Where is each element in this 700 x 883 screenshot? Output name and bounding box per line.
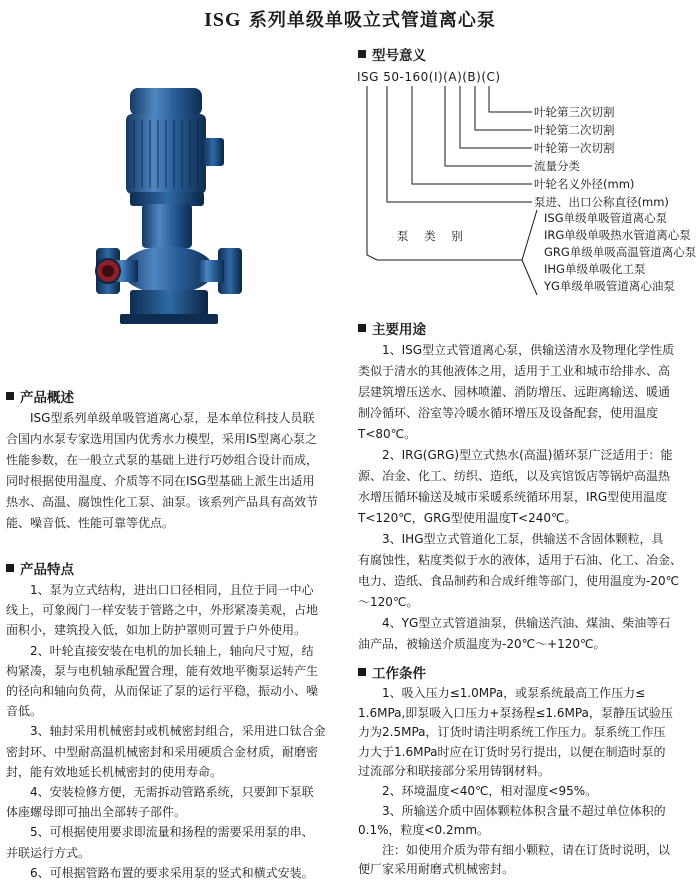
overview-heading: 产品概述 xyxy=(6,386,74,406)
model-meaning-heading: 型号意义 xyxy=(358,44,426,64)
features-heading: 产品特点 xyxy=(6,558,74,578)
pump-image xyxy=(90,80,260,340)
features-text: 1、泵为立式结构，进出口口径相同，且位于同一中心 线上，可象阀门一样安装于管路之中，外形紧凑美观，占地 面积小，建筑投入低，如加上防护罩则可置于户外使用。 2、叶轮直接安装在电机的加长轴上，轴向尺寸短，结 构紧凑，泵与电机轴承配置合理，能有效地平衡泵运转产生 的径向和轴向负荷，从而保证了泵的运行平稳，振动小、噪 音低。 3、轴封采用机械密封或机械密封组合，采用进口钛合金 密封环、中型耐高温机械密封和采用硬质合金材质，耐磨密 封，能有效地延长机械密封的使用寿命。 4、安装检修方便，无需拆动管路系统，只要卸下泵联 体座螺母即可抽出全部转子部件。 5、可根据使用要求即流量和扬程的需要采用泵的串、 并联运行方式。 6、可根据管路布置的要求采用泵的竖式和横式安装。 xyxy=(6,583,326,880)
label-first-cut: 叶轮第一次切割 xyxy=(534,141,615,155)
pump-type-item: IHG单级单吸化工泵 xyxy=(544,262,646,276)
pump-types-list xyxy=(544,210,696,295)
bullet-icon xyxy=(358,668,366,676)
label-second-cut: 叶轮第二次切割 xyxy=(534,123,615,137)
title-latin: ISG xyxy=(204,9,242,31)
title-rest: 系列单级单吸立式管道离心泵 xyxy=(241,10,496,31)
bullet-icon xyxy=(6,564,14,572)
bullet-icon xyxy=(6,392,14,400)
page-title xyxy=(0,6,700,32)
pump-type-item: ISG单级单吸管道离心泵 xyxy=(544,211,668,225)
label-flow-class: 流量分类 xyxy=(534,159,580,173)
conditions-heading: 工作条件 xyxy=(358,662,426,682)
uses-text: 1、ISG型立式管道离心泵，供输送清水及物理化学性质 类似于清水的其他液体之用，适用于工业和城市给排水、高 层建筑增压送水、园林喷灌、消防增压、远距离输送、暖通 制冷循环、浴室等冷暖水循环增压及设备配套，使用温度 T<80℃。 2、IRG(GRG)型立式热水(高温)循环泵广泛适用于：能 源、冶金、化工、纺织、造纸，以及宾馆饭店等锅炉高温热 水增压循环输送及城市采暖系统循环用泵，IRG型使用温度 T<120℃，GRG型使用温度T<240℃。 3、IHG型立式管道化工泵，供输送不含固体颗粒，具 有腐蚀性，粘度类似于水的液体，适用于石油、化工、冶金、 电力、造纸、食品制药和合成纤维等部门，使用温度为-20℃ ～120℃。 4、YG型立式管道油泵，供输送汽油、煤油、柴油等石 油产品，被输送介质温度为-20℃～+120℃。 xyxy=(358,343,683,651)
bullet-icon xyxy=(358,50,366,58)
label-impeller-diameter: 叶轮名义外径(mm) xyxy=(534,177,635,191)
uses-heading: 主要用途 xyxy=(358,318,426,338)
pump-type-item: IRG单级单吸热水管道离心泵 xyxy=(544,228,691,242)
model-diagram xyxy=(357,70,700,310)
pump-type-item: GRG单级单吸高温管道离心泵 xyxy=(544,245,697,259)
label-third-cut: 叶轮第三次切割 xyxy=(534,105,615,119)
label-port-diameter: 泵进、出口公称直径(mm) xyxy=(534,195,669,209)
model-code: ISG 50-160(I)(A)(B)(C) xyxy=(357,70,501,84)
bullet-icon xyxy=(358,324,366,332)
pump-type-item: YG单级单吸管道离心油泵 xyxy=(544,279,675,293)
conditions-text: 1、吸入压力≤1.0MPa，或泵系统最高工作压力≤ 1.6MPa,即泵吸入口压力+泵扬程≤1.6MPa，泵静压试验压 力为2.5MPa，订货时请注明系统工作压力。泵系统工作压 力大于1.6MPa时应在订货时另行提出，以便在制造时泵的 过流部分和联接部分采用铸钢材料。 2、环境温度<40℃，相对湿度<95%。 3、所输送介质中固体颗粒体积含量不超过单位体积的 0.1%，粒度<0.2mm。 注：如使用介质为带有细小颗粒，请在订货时说明，以 便厂家采用耐磨式机械密封。 xyxy=(358,686,673,877)
overview-text: ISG型系列单级单吸管道离心泵，是本单位科技人员联 合国内水泵专家选用国内优秀水力模型，采用IS型离心泵之 性能参数，在一般立式泵的基础上进行巧妙组合设计而成， 同时根据使用温度、介质等不同在ISG型基础上派生出适用 热水、高温、腐蚀性化工泵、油泵。该系列产品具有高效节 能、噪音低、性能可靠等优点。 xyxy=(6,411,319,530)
pump-class-label: 泵 类 别 xyxy=(397,229,469,243)
